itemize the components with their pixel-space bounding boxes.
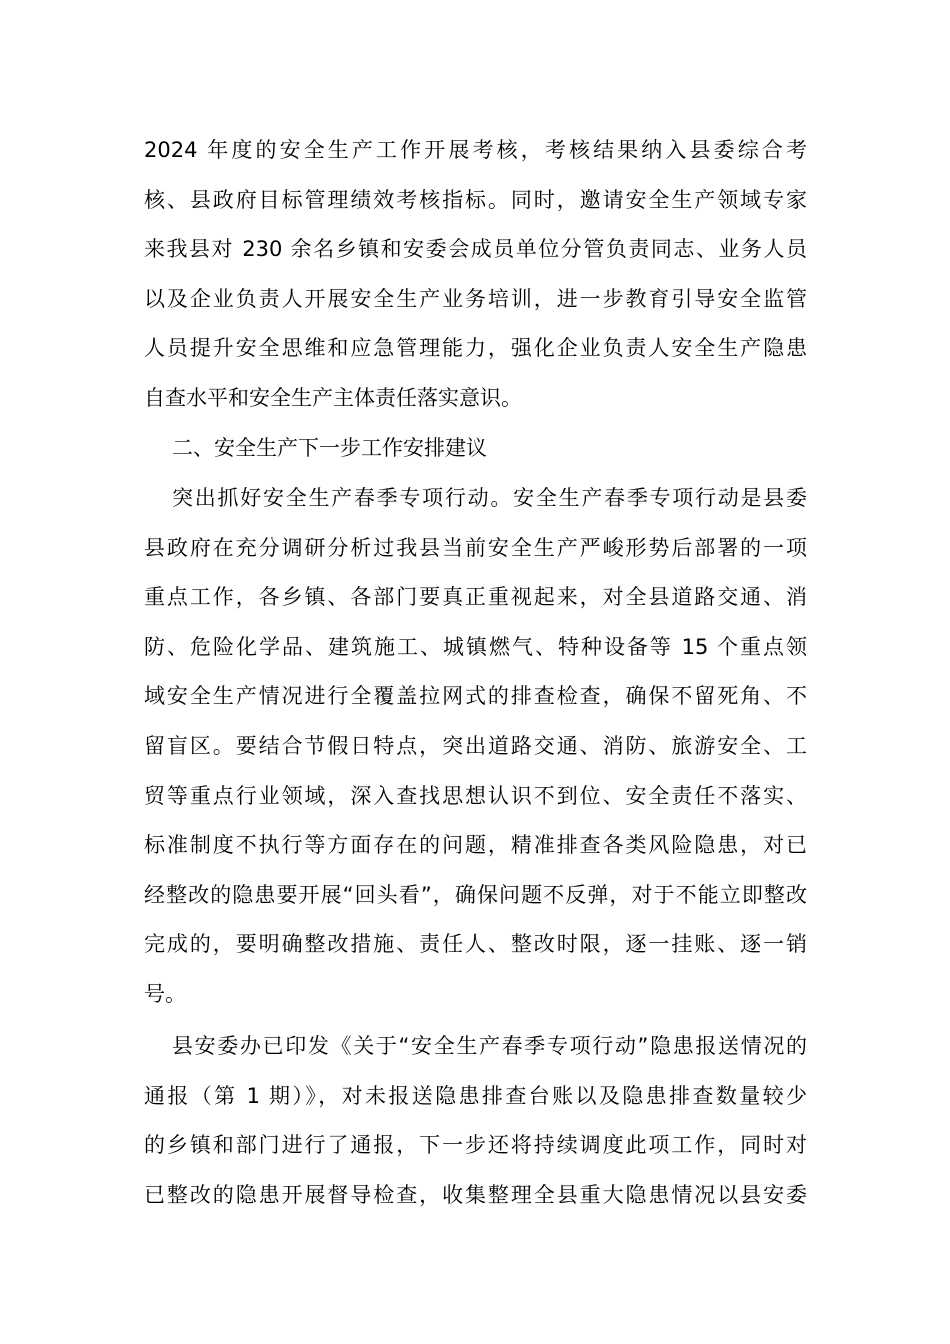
text-line: 号。: [144, 981, 186, 1006]
paragraph-1: [144, 126, 807, 424]
text-line: 贸等重点行业领域，深入查找思想认识不到位、安全责任不落实、: [144, 783, 807, 808]
text-line: 经整改的隐患要开展“回头看”，确保问题不反弹，对于不能立即整改: [144, 882, 807, 907]
text-line: 防、危险化学品、建筑施工、城镇燃气、特种设备等 15 个重点领: [144, 634, 807, 659]
paragraph-3: [144, 1022, 807, 1220]
text-line: 人员提升安全思维和应急管理能力，强化企业负责人安全生产隐患: [144, 336, 807, 361]
text-line: 域安全生产情况进行全覆盖拉网式的排查检查，确保不留死角、不: [144, 684, 807, 709]
text-line: 来我县对 230 余名乡镇和安委会成员单位分管负责同志、业务人员: [144, 237, 807, 262]
text-line: 自查水平和安全生产主体责任落实意识。: [144, 385, 522, 410]
text-line: 标准制度不执行等方面存在的问题，精准排查各类风险隐患，对已: [144, 833, 807, 858]
paragraph-2: [144, 474, 807, 1020]
text-line: 留盲区。要结合节假日特点，突出道路交通、消防、旅游安全、工: [144, 733, 807, 758]
text-line: 通报（第 1 期）》，对未报送隐患排查台账以及隐患排查数量较少: [144, 1083, 807, 1108]
text-line: 2024 年度的安全生产工作开展考核，考核结果纳入县委综合考: [144, 138, 807, 162]
text-line: 核、县政府目标管理绩效考核指标。同时，邀请安全生产领域专家: [144, 187, 807, 212]
heading-text: 二、安全生产下一步工作安排建议: [172, 436, 487, 460]
section-heading: [144, 424, 807, 474]
text-line: 突出抓好安全生产春季专项行动。安全生产春季专项行动是县委: [172, 486, 807, 510]
text-line: 重点工作，各乡镇、各部门要真正重视起来，对全县道路交通、消: [144, 585, 807, 610]
text-line: 县安委办已印发《关于“安全生产春季专项行动”隐患报送情况的: [172, 1034, 807, 1058]
text-line: 已整改的隐患开展督导检查，收集整理全县重大隐患情况以县安委: [144, 1182, 807, 1207]
text-line: 的乡镇和部门进行了通报，下一步还将持续调度此项工作，同时对: [144, 1133, 807, 1158]
text-line: 完成的，要明确整改措施、责任人、整改时限，逐一挂账、逐一销: [144, 932, 807, 957]
text-line: 以及企业负责人开展安全生产业务培训，进一步教育引导安全监管: [144, 286, 807, 311]
text-line: 县政府在充分调研分析过我县当前安全生产严峻形势后部署的一项: [144, 535, 807, 560]
